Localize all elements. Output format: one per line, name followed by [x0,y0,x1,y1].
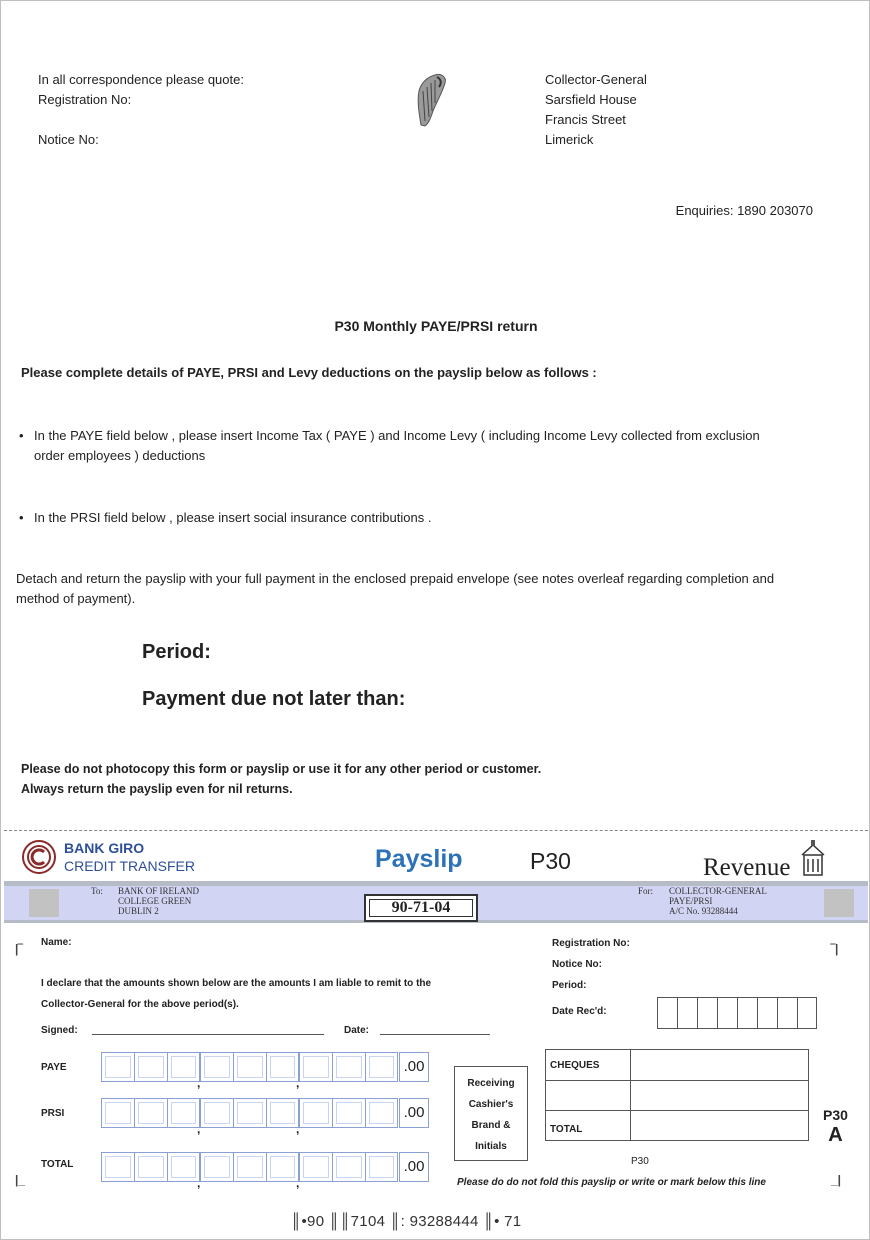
corner-mark-icon: ‾| [831,942,839,956]
warning-line: Please do not photocopy this form or payslip or use it for any other period or customer. [21,762,542,776]
date-received-label: Date Rec'd: [552,1006,607,1017]
cheques-total-label: TOTAL [550,1124,583,1135]
declaration-line: Collector-General for the above period(s). [41,999,239,1010]
cashier-line: Initials [475,1141,507,1152]
for-label: For: [638,886,654,896]
paye-label: PAYE [41,1062,67,1073]
corner-mark-icon: _| [831,1173,842,1187]
name-label: Name: [41,937,72,948]
bullet-dot: • [19,428,24,443]
bullet-paye [19,426,779,466]
warning-line: Always return the payslip even for nil returns. [21,782,293,796]
side-code: P30 [823,1107,848,1123]
revenue-building-icon [800,839,826,877]
registration-label: Registration No: [38,92,132,107]
signature-field[interactable] [92,1034,324,1035]
collector-address [545,70,647,150]
form-title: P30 Monthly PAYE/PRSI return [334,318,538,334]
cashier-line: Receiving [467,1078,515,1089]
declaration-line: I declare that the amounts shown below are the amounts I am liable to remit to the [41,978,432,989]
address-line: Francis Street [545,112,626,127]
date-label: Date: [344,1025,370,1036]
bank-giro-logo-icon [21,839,57,875]
detach-note: Detach and return the payslip with your full payment in the enclosed prepaid envelope (see notes overleaf regarding completion and method of payment). [16,571,775,606]
payment-due-heading: Payment due not later than: [142,688,406,710]
period-label: Period: [552,980,587,991]
small-form-code: P30 [631,1156,649,1167]
cashier-line: Brand & [471,1120,511,1131]
account-line: PAYE/PRSI [669,896,713,906]
form-code: P30 [530,848,571,874]
prsi-label: PRSI [41,1108,65,1119]
total-decimal: .00 [399,1152,429,1182]
cashier-stamp-box [454,1066,528,1161]
warning-text [21,759,541,799]
bullet-dot: • [19,510,24,525]
total-amount-field[interactable]: .00 , , [101,1152,431,1182]
sort-code: 90-71-04 [364,894,478,922]
prsi-amount-field[interactable]: .00 , , [101,1098,431,1128]
bullet-text: In the PRSI field below , please insert social insurance contributions . [34,510,432,525]
address-line: Collector-General [545,72,647,87]
bank-line: BANK OF IRELAND [118,886,199,896]
notice-label: Notice No: [38,132,99,147]
prsi-decimal: .00 [399,1098,429,1128]
corner-mark-icon: |_ [15,1173,26,1187]
spacer [38,110,244,130]
quote-label: In all correspondence please quote: [38,72,244,87]
registration-no-label: Registration No: [552,938,630,949]
cashier-line: Cashier's [468,1099,514,1110]
total-label: TOTAL [41,1159,74,1170]
correspondence-block [38,70,244,150]
enquiries-phone: Enquiries: 1890 203070 [675,203,813,218]
bank-line: COLLEGE GREEN [118,896,192,906]
account-line: COLLECTOR-GENERAL [669,886,767,896]
harp-icon [411,71,451,129]
cheques-label: CHEQUES [550,1060,600,1071]
signed-label: Signed: [41,1025,78,1036]
payslip-heading: Payslip [375,845,463,873]
credit-transfer-line: CREDIT TRANSFER [64,858,195,874]
bullet-text: In the PAYE field below , please insert Income Tax ( PAYE ) and Income Levy ( including Income Levy collected from exclusion order employees ) deductions [34,428,760,463]
side-letter: A [828,1124,843,1146]
band-marker [29,889,59,917]
band-marker [824,889,854,917]
revenue-wordmark: Revenue [703,854,791,881]
corner-mark-icon: |‾ [15,942,23,956]
no-fold-note: Please do do not fold this payslip or write or mark below this line [457,1177,766,1188]
side-form-code [823,1105,848,1145]
cheques-table [545,1049,809,1141]
bank-giro-line: BANK GIRO [64,840,145,856]
address-line: Limerick [545,132,594,147]
period-heading: Period: [142,641,211,663]
paye-amount-field[interactable]: .00 , , [101,1052,431,1082]
paye-decimal: .00 [399,1052,429,1082]
micr-code-line: ║•90 ║║7104 ║: 93288444 ║• 71 [290,1213,522,1230]
perforation-line [4,830,868,831]
bank-line: DUBLIN 2 [118,906,159,916]
date-received-boxes[interactable] [657,997,817,1029]
instruction-text: Please complete details of PAYE, PRSI and Levy deductions on the payslip below as follows : [21,365,597,380]
address-line: Sarsfield House [545,92,637,107]
notice-no-label: Notice No: [552,959,602,970]
bank-giro-title [64,839,195,875]
account-line: A/C No. 93288444 [669,906,738,916]
date-field[interactable] [380,1034,490,1035]
to-label: To: [91,886,103,896]
bullet-prsi [19,508,779,528]
